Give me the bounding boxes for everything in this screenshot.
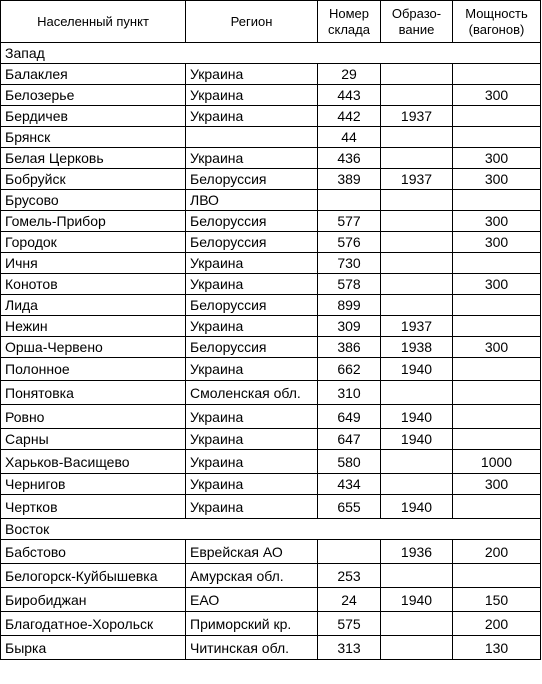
table-row: [1, 106, 541, 127]
header-place: Населенный пункт: [1, 1, 186, 43]
cell-formed: [381, 211, 453, 232]
cell-place: Бердичев: [1, 106, 186, 127]
cell-region: Белоруссия: [186, 295, 318, 316]
table-row: [1, 190, 541, 211]
cell-place: Полонное: [1, 358, 186, 381]
cell-region: Украина: [186, 316, 318, 337]
cell-capacity: [453, 429, 541, 450]
cell-formed: 1937: [381, 169, 453, 190]
section-row: [1, 43, 541, 64]
cell-place: Белозерье: [1, 85, 186, 106]
cell-place: Орша-Червено: [1, 337, 186, 358]
cell-formed: [381, 636, 453, 660]
cell-formed: [381, 127, 453, 148]
cell-region: Украина: [186, 495, 318, 519]
cell-capacity: 300: [453, 148, 541, 169]
cell-warehouse: 443: [318, 85, 381, 106]
cell-place: Нежин: [1, 316, 186, 337]
header-region: Регион: [186, 1, 318, 43]
cell-warehouse: 649: [318, 405, 381, 429]
cell-formed: [381, 148, 453, 169]
cell-place: Гомель-Прибор: [1, 211, 186, 232]
cell-formed: 1937: [381, 106, 453, 127]
table-row: [1, 232, 541, 253]
cell-warehouse: 899: [318, 295, 381, 316]
cell-warehouse: 580: [318, 450, 381, 474]
cell-place: Чернигов: [1, 474, 186, 495]
cell-region: Украина: [186, 148, 318, 169]
cell-place: Биробиджан: [1, 588, 186, 612]
cell-warehouse: [318, 190, 381, 211]
cell-warehouse: 577: [318, 211, 381, 232]
cell-capacity: 300: [453, 337, 541, 358]
cell-region: Смоленская обл.: [186, 381, 318, 405]
cell-region: Украина: [186, 405, 318, 429]
cell-formed: [381, 612, 453, 636]
section-title: Запад: [1, 43, 541, 64]
cell-place: Понятовка: [1, 381, 186, 405]
table-body: [1, 43, 541, 660]
cell-capacity: [453, 564, 541, 588]
cell-region: Белоруссия: [186, 211, 318, 232]
cell-region: Украина: [186, 450, 318, 474]
cell-capacity: 200: [453, 540, 541, 564]
cell-capacity: [453, 190, 541, 211]
cell-formed: [381, 253, 453, 274]
cell-place: Бырка: [1, 636, 186, 660]
table-row: [1, 169, 541, 190]
section-title: Восток: [1, 519, 541, 540]
table-row: [1, 474, 541, 495]
cell-place: Ровно: [1, 405, 186, 429]
table-row: [1, 64, 541, 85]
cell-formed: [381, 295, 453, 316]
table-row: [1, 405, 541, 429]
cell-place: Сарны: [1, 429, 186, 450]
table-row: [1, 211, 541, 232]
cell-capacity: 1000: [453, 450, 541, 474]
cell-warehouse: 576: [318, 232, 381, 253]
cell-capacity: [453, 381, 541, 405]
cell-capacity: [453, 127, 541, 148]
table-row: [1, 612, 541, 636]
cell-formed: 1936: [381, 540, 453, 564]
cell-formed: [381, 64, 453, 85]
table-row: [1, 450, 541, 474]
table-row: [1, 127, 541, 148]
cell-formed: [381, 450, 453, 474]
cell-region: ЕАО: [186, 588, 318, 612]
cell-warehouse: 309: [318, 316, 381, 337]
header-row: [1, 1, 541, 43]
cell-region: Украина: [186, 358, 318, 381]
cell-capacity: [453, 106, 541, 127]
header-capacity: Мощность (вагонов): [453, 1, 541, 43]
header-warehouse: Номер склада: [318, 1, 381, 43]
cell-region: Еврейская АО: [186, 540, 318, 564]
cell-capacity: [453, 405, 541, 429]
section-row: [1, 519, 541, 540]
cell-region: Амурская обл.: [186, 564, 318, 588]
cell-region: Украина: [186, 85, 318, 106]
cell-capacity: [453, 316, 541, 337]
cell-warehouse: 662: [318, 358, 381, 381]
cell-warehouse: 389: [318, 169, 381, 190]
cell-place: Белая Церковь: [1, 148, 186, 169]
cell-warehouse: 253: [318, 564, 381, 588]
cell-formed: [381, 232, 453, 253]
cell-warehouse: 29: [318, 64, 381, 85]
table-row: [1, 381, 541, 405]
cell-formed: 1940: [381, 358, 453, 381]
cell-warehouse: 436: [318, 148, 381, 169]
cell-warehouse: 310: [318, 381, 381, 405]
cell-formed: 1937: [381, 316, 453, 337]
cell-region: Украина: [186, 106, 318, 127]
cell-place: Бобруйск: [1, 169, 186, 190]
cell-region: Белоруссия: [186, 169, 318, 190]
cell-capacity: [453, 253, 541, 274]
cell-place: Белогорск-Куйбышевка: [1, 564, 186, 588]
cell-formed: 1940: [381, 405, 453, 429]
cell-formed: [381, 474, 453, 495]
cell-formed: [381, 381, 453, 405]
cell-region: Украина: [186, 253, 318, 274]
cell-warehouse: 24: [318, 588, 381, 612]
cell-capacity: 300: [453, 474, 541, 495]
table-row: [1, 495, 541, 519]
cell-warehouse: 578: [318, 274, 381, 295]
table-row: [1, 85, 541, 106]
cell-region: Украина: [186, 64, 318, 85]
table-row: [1, 274, 541, 295]
cell-capacity: 300: [453, 85, 541, 106]
cell-region: [186, 127, 318, 148]
cell-capacity: [453, 295, 541, 316]
cell-region: Читинская обл.: [186, 636, 318, 660]
table-row: [1, 295, 541, 316]
table-row: [1, 540, 541, 564]
cell-warehouse: 313: [318, 636, 381, 660]
cell-capacity: 300: [453, 274, 541, 295]
cell-warehouse: 575: [318, 612, 381, 636]
cell-warehouse: 44: [318, 127, 381, 148]
cell-region: Приморский кр.: [186, 612, 318, 636]
cell-capacity: 300: [453, 169, 541, 190]
cell-warehouse: 730: [318, 253, 381, 274]
cell-place: Чертков: [1, 495, 186, 519]
cell-formed: [381, 85, 453, 106]
cell-capacity: 300: [453, 232, 541, 253]
cell-region: Белоруссия: [186, 232, 318, 253]
header-formed: Образо-вание: [381, 1, 453, 43]
cell-place: Бабстово: [1, 540, 186, 564]
cell-warehouse: 647: [318, 429, 381, 450]
cell-place: Брянск: [1, 127, 186, 148]
cell-place: Балаклея: [1, 64, 186, 85]
cell-place: Харьков-Васищево: [1, 450, 186, 474]
table-row: [1, 636, 541, 660]
cell-place: Ичня: [1, 253, 186, 274]
cell-place: Благодатное-Хорольск: [1, 612, 186, 636]
cell-place: Конотов: [1, 274, 186, 295]
cell-capacity: 130: [453, 636, 541, 660]
cell-capacity: 150: [453, 588, 541, 612]
cell-formed: 1938: [381, 337, 453, 358]
cell-place: Лида: [1, 295, 186, 316]
cell-region: Белоруссия: [186, 337, 318, 358]
table-row: [1, 429, 541, 450]
cell-warehouse: 655: [318, 495, 381, 519]
table-row: [1, 564, 541, 588]
cell-warehouse: 386: [318, 337, 381, 358]
table-row: [1, 358, 541, 381]
table-row: [1, 588, 541, 612]
cell-capacity: [453, 358, 541, 381]
cell-region: Украина: [186, 474, 318, 495]
cell-capacity: 200: [453, 612, 541, 636]
table-row: [1, 148, 541, 169]
cell-formed: 1940: [381, 429, 453, 450]
cell-formed: 1940: [381, 495, 453, 519]
cell-region: ЛВО: [186, 190, 318, 211]
cell-formed: 1940: [381, 588, 453, 612]
cell-warehouse: 434: [318, 474, 381, 495]
cell-place: Городок: [1, 232, 186, 253]
table-row: [1, 316, 541, 337]
cell-capacity: [453, 495, 541, 519]
cell-warehouse: 442: [318, 106, 381, 127]
cell-formed: [381, 190, 453, 211]
table-row: [1, 253, 541, 274]
cell-capacity: [453, 64, 541, 85]
cell-warehouse: [318, 540, 381, 564]
cell-region: Украина: [186, 274, 318, 295]
cell-region: Украина: [186, 429, 318, 450]
cell-place: Брусово: [1, 190, 186, 211]
table-row: [1, 337, 541, 358]
cell-formed: [381, 274, 453, 295]
cell-capacity: 300: [453, 211, 541, 232]
cell-formed: [381, 564, 453, 588]
